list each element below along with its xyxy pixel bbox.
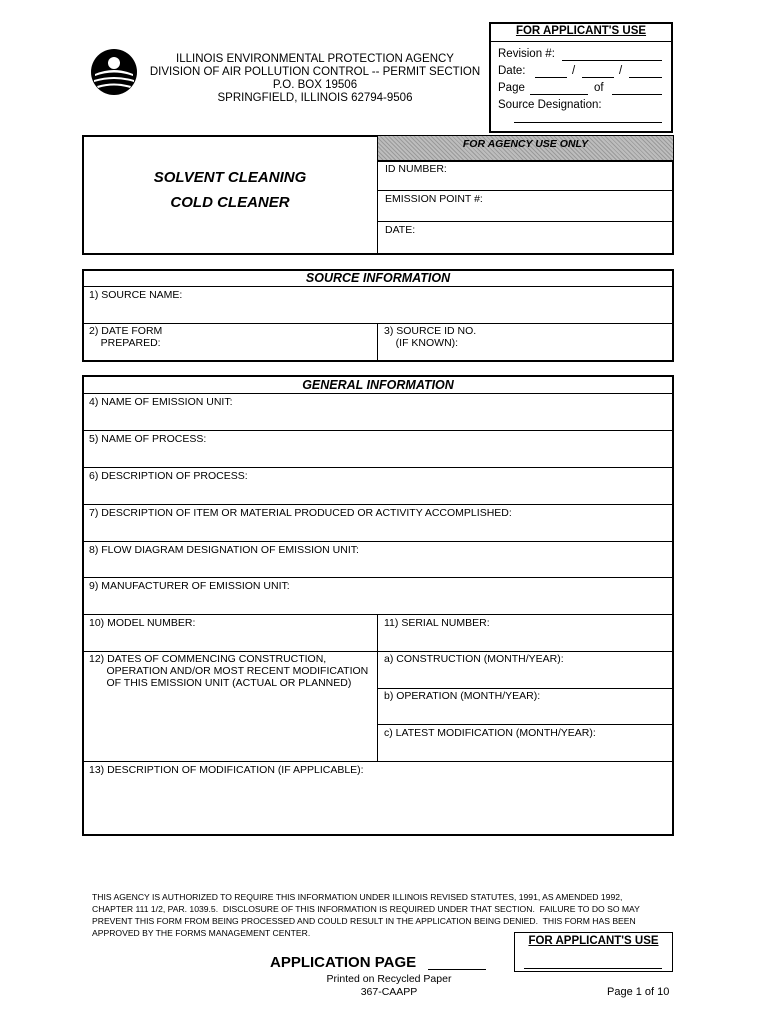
revision-label: Revision #:: [498, 48, 555, 60]
page-number: Page 1 of 10: [607, 986, 670, 998]
page-label: Page: [498, 82, 525, 94]
applicant-use-title: FOR APPLICANT'S USE: [515, 25, 647, 37]
agency-header: [140, 53, 490, 105]
revision-field[interactable]: [562, 60, 662, 61]
source-id-label: 3) SOURCE ID NO. (IF KNOWN):: [384, 325, 477, 349]
date-form-prepared-label: 2) DATE FORM PREPARED:: [89, 325, 163, 349]
application-page-field[interactable]: [428, 969, 486, 970]
agency-date-label: DATE:: [385, 224, 416, 236]
source-name-label: 1) SOURCE NAME:: [89, 289, 183, 301]
source-designation-label: Source Designation:: [498, 99, 602, 111]
date-month-field[interactable]: [535, 77, 567, 78]
emission-unit-name-label: 4) NAME OF EMISSION UNIT:: [89, 396, 233, 408]
latest-modification-label: c) LATEST MODIFICATION (MONTH/YEAR):: [384, 727, 596, 739]
page-number-field[interactable]: [530, 94, 588, 95]
page-of-label: of: [594, 82, 604, 94]
illinois-epa-logo: [90, 48, 138, 96]
operation-date-label: b) OPERATION (MONTH/YEAR):: [384, 690, 541, 702]
source-info-title: SOURCE INFORMATION: [305, 271, 451, 285]
agency-use-title: FOR AGENCY USE ONLY: [462, 138, 589, 150]
item-description-label: 7) DESCRIPTION OF ITEM OR MATERIAL PRODUCED OR ACTIVITY ACCOMPLISHED:: [89, 507, 512, 519]
footer-applicant-use-title: FOR APPLICANT'S USE: [528, 935, 659, 947]
application-page-label: APPLICATION PAGE: [270, 954, 417, 971]
agency-name: ILLINOIS ENVIRONMENTAL PROTECTION AGENCY: [176, 53, 454, 65]
emission-point-label: EMISSION POINT #:: [385, 193, 483, 205]
date-day-field[interactable]: [582, 77, 614, 78]
id-number-label: ID NUMBER:: [385, 163, 447, 175]
disclaimer-text: THIS AGENCY IS AUTHORIZED TO REQUIRE THIS INFORMATION UNDER ILLINOIS REVISED STATUTES, 1991, AS AMENDED 1992, CHAPTER 111 1/2, PAR. 1039.5. DISCLOSURE OF THIS INFORMATION IS REQUIRED UNDER THAT SECTION. FAILURE TO DO SO MAY PREVENT THIS FORM FROM BEING PROCESSED AND COULD RESULT IN THE APPLICATION BEING DENIED. THIS FORM HAS BEEN APPROVED BY THE FORMS MANAGEMENT CENTER.: [92, 892, 640, 938]
po-box: P.O. BOX 19506: [272, 79, 358, 91]
source-designation-field[interactable]: [514, 122, 662, 123]
form-code: 367-CAAPP: [360, 986, 418, 998]
division-name: DIVISION OF AIR POLLUTION CONTROL -- PERMIT SECTION: [149, 66, 481, 78]
serial-number-label: 11) SERIAL NUMBER:: [384, 617, 490, 629]
commencing-dates-label: 12) DATES OF COMMENCING CONSTRUCTION, OPERATION AND/OR MOST RECENT MODIFICATION OF THIS EMISSION UNIT (ACTUAL OR PLANNED): [89, 653, 369, 689]
process-name-label: 5) NAME OF PROCESS:: [89, 433, 207, 445]
date-year-field[interactable]: [629, 77, 662, 78]
page-total-field[interactable]: [612, 94, 662, 95]
model-number-label: 10) MODEL NUMBER:: [89, 617, 196, 629]
general-info-title: GENERAL INFORMATION: [302, 378, 454, 392]
form-title-line1: SOLVENT CLEANING: [153, 169, 307, 186]
city-address: SPRINGFIELD, ILLINOIS 62794-9506: [217, 92, 413, 104]
process-description-label: 6) DESCRIPTION OF PROCESS:: [89, 470, 248, 482]
date-label: Date:: [498, 65, 526, 77]
manufacturer-label: 9) MANUFACTURER OF EMISSION UNIT:: [89, 580, 290, 592]
flow-diagram-label: 8) FLOW DIAGRAM DESIGNATION OF EMISSION UNIT:: [89, 544, 359, 556]
modification-description-label: 13) DESCRIPTION OF MODIFICATION (IF APPLICABLE):: [89, 764, 364, 776]
footer-applicant-use-field[interactable]: [524, 968, 662, 969]
recycled-paper-note: Printed on Recycled Paper: [326, 973, 452, 985]
construction-date-label: a) CONSTRUCTION (MONTH/YEAR):: [384, 653, 564, 665]
form-title-line2: COLD CLEANER: [170, 194, 290, 211]
